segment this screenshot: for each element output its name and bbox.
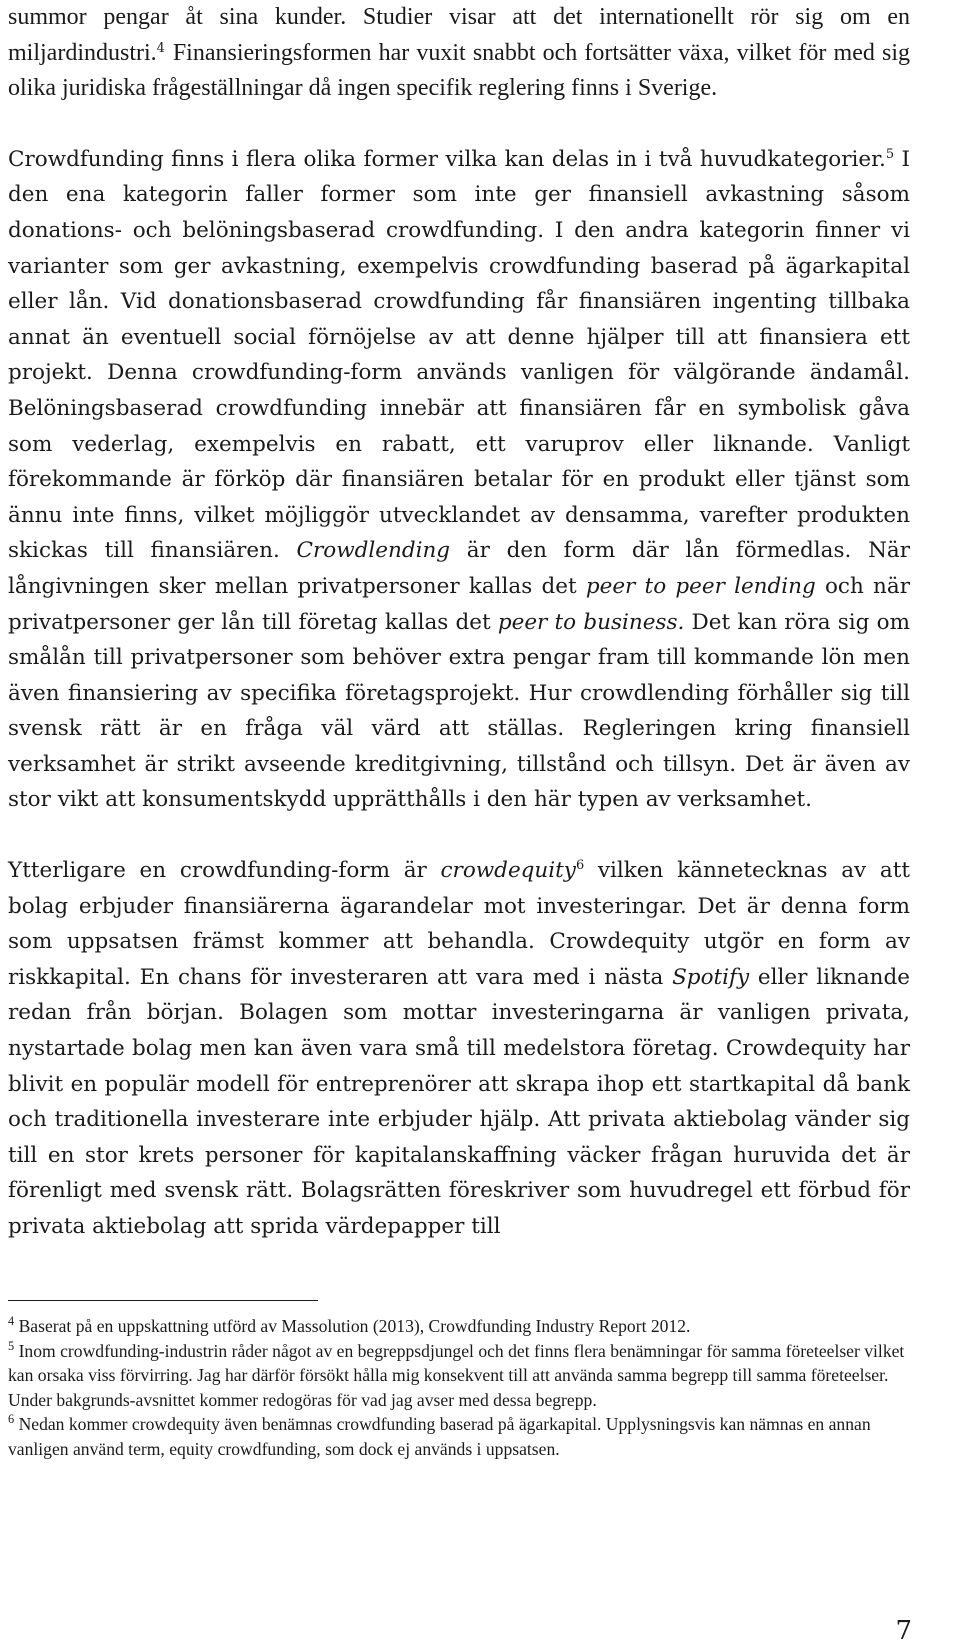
paragraph-2-text-a: I den ena kategorin faller former som inte ger finansiell avkastning såsom donations- och belöningsbaserad crowdfunding. I den andra kategorin finner vi varianter som ger avkastning, exempelvis crowdfunding baserad på ägarkapital eller lån. Vid donationsbaserad crowdfunding får finansiären ingenting tillbaka annat än eventuell social förnöjelse av att denne hjälper till att finansiera ett projekt. Denna crowdfunding-form används vanligen för välgörande ändamål. Belöningsbaserad crowdfunding innebär att finansiären får en symbolisk gåva som vederlag, exempelvis en rabatt, ett varuprov eller liknande. Vanligt förekommande är förköp där finansiären betalar för en produkt eller tjänst som ännu inte finns, vilket möjliggör utvecklandet av densamma, varefter produkten skickas till finansiären. — [8, 146, 910, 564]
footnote-text: Nedan kommer crowdequity även benämnas crowdfunding baserad på ägarkapital. Upplysningsvis kan nämnas en annan vanligen använd term, equity crowdfunding, som dock ej används i uppsatsen. — [8, 1414, 871, 1459]
footnote-marker: 4 — [8, 1314, 15, 1329]
term-crowdlending: Crowdlending — [296, 538, 451, 564]
paragraph-gap — [8, 818, 910, 853]
footnote-4 — [8, 1314, 910, 1339]
footnote-separator — [8, 1300, 318, 1301]
paragraph-2-text-b: är den form där lån förmedlas. När långivningen sker mellan privatpersoner kallas det — [8, 538, 910, 599]
paragraph-3 — [8, 853, 910, 1245]
paragraph-3-start: Ytterligare en crowdfunding-form är — [8, 858, 441, 884]
paragraph-2 — [8, 142, 910, 818]
paragraph-2-text-c: och när privatpersoner ger lån till företag kallas det — [8, 573, 910, 635]
page-number: 7 — [895, 1616, 912, 1646]
footnote-ref-6: 6 — [575, 857, 585, 873]
term-peer-to-business: peer to business. — [497, 609, 685, 635]
paragraph-1 — [8, 0, 910, 107]
paragraph-gap — [8, 107, 910, 142]
footnote-text: Inom crowdfunding-industrin råder något av en begreppsdjungel och det finns flera benämningar för samma företeelser vilket kan orsaka viss förvirring. Jag har därför försökt hålla mig konsekvent till att använda samma begrepp till samma företeelser. Under bakgrunds-avsnittet kommer redogöras för vad jag avser med dessa begrepp. — [8, 1340, 905, 1410]
footnote-ref-5: 5 — [885, 146, 895, 162]
paragraph-2-sentence-1: Crowdfunding finns i flera olika former vilka kan delas in i två huvudkategorier. — [8, 146, 886, 172]
footnote-text: Baserat på en uppskattning utförd av Massolution (2013), Crowdfunding Industry Report 2012. — [18, 1316, 691, 1336]
paragraph-2-text-d: Det kan röra sig om smålån till privatpersoner som behöver extra pengar fram till kommande lön men även finansiering av specifika företagsprojekt. Hur crowdlending förhåller sig till svensk rätt är en fråga väl värd att ställas. Regleringen kring finansiell verksamhet är strikt avseende kreditgivning, tillstånd och tillsyn. Det är även av stor vikt att konsumentskydd upprätthålls i den här typen av verksamhet. — [8, 609, 910, 813]
footnote-ref-4: 4 — [156, 40, 165, 56]
footnote-marker: 6 — [8, 1412, 15, 1427]
paragraph-3-text-b: eller liknande redan från början. Bolagen som mottar investeringarna är vanligen privata, nystartade bolag men kan även vara små till medelstora företag. Crowdequity har blivit en populär modell för entreprenörer att skrapa ihop ett startkapital då bank och traditionella investerare inte erbjuder hjälp. Att privata aktiebolag vänder sig till en stor krets personer för kapitalanskaffning väcker frågan huruvida det är förenligt med svensk rätt. Bolagsrätten föreskriver som huvudregel ett förbud för privata aktiebolag att sprida värdepapper till — [8, 964, 910, 1239]
term-crowdequity: crowdequity — [440, 858, 576, 884]
footnotes — [8, 1314, 910, 1462]
term-peer-to-peer: peer to peer lending — [585, 573, 816, 599]
paragraph-1-text-a: summor pengar åt sina kunder. Studier visar att det internationellt rör sig om en miljardindustri. — [8, 4, 910, 66]
term-spotify: Spotify — [672, 964, 750, 990]
footnote-6 — [8, 1412, 910, 1461]
paragraph-1-text-b: Finansieringsformen har vuxit snabbt och fortsätter växa, vilket för med sig olika juridiska frågeställningar då ingen specifik reglering finns i Sverige. — [8, 39, 910, 102]
paragraph-3-text-a: vilken kännetecknas av att bolag erbjuder finansiärerna ägarandelar mot investeringar. Det är denna form som uppsatsen främst kommer att behandla. Crowdequity utgör en form av riskkapital. En chans för investeraren att vara med i nästa — [8, 858, 910, 990]
footnote-5 — [8, 1339, 910, 1413]
footnote-marker: 5 — [8, 1338, 15, 1353]
document-body — [8, 0, 910, 1245]
